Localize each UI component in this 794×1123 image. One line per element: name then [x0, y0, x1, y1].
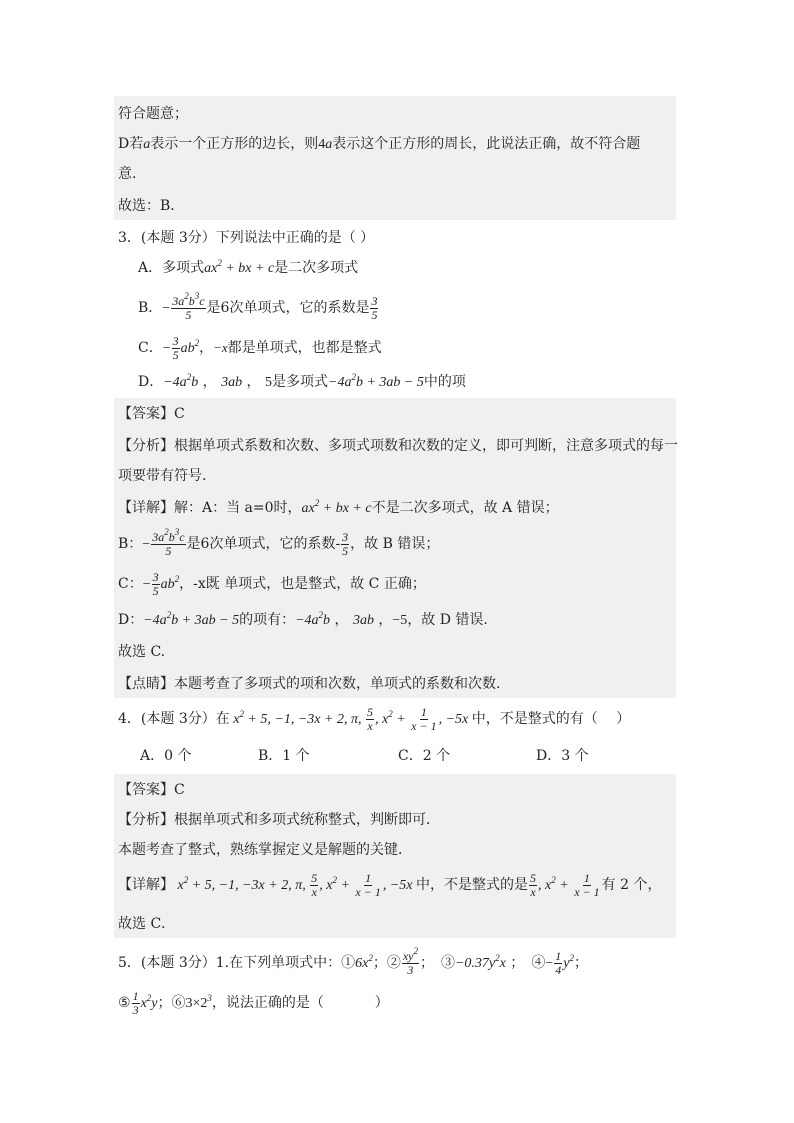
q3-analysis: 【分析】根据单项式系数和次数、多项式项数和次数的定义，即可判断，注意多项式的每一	[118, 438, 678, 454]
prev-answer-block	[114, 96, 676, 220]
q3-answer: 【答案】C	[118, 406, 185, 422]
q4-answer: 【答案】C	[118, 782, 185, 798]
q4-analysis: 【分析】根据单项式和多项式统称整式，判断即可．	[118, 812, 440, 828]
q3-stem: 3．(本题 3分）下列说法中正确的是（ ）	[118, 230, 375, 246]
q4-select: 故选 C．	[118, 916, 176, 932]
q3-option-c: C．− $\frac{3}{5}$ $ab^2$，−x都是单项式，也都是整式	[138, 333, 382, 362]
q3-analysis-2: 项要带有符号.	[118, 468, 207, 484]
prev-line-2: D若a表示一个正方形的边长，则4a表示这个正方形的周长，此说法正确，故不符合题	[118, 136, 641, 152]
q4-option-b: B．1 个	[258, 748, 310, 764]
q3-detail-c: C：− $\frac{3}{5}$ $ab^2$，-x既 单项式，也是整式，故 C 正确；	[118, 569, 426, 598]
q4-option-a: A．0 个	[140, 748, 192, 764]
prev-line-1: 符合题意；	[118, 106, 188, 122]
q3-select: 故选 C.	[118, 644, 166, 660]
q3-detail-b: B：− $\frac{3a^2b^3c}{5}$ 是6次单项式，它的系数- $\frac{3}{5}$ ，故 B 错误；	[118, 526, 440, 558]
q4-stem: 4．(本题 3分）在 $x^2 + 5$, −1, −3x + 2, π, $\frac{5}{x}$ , $x^2$ + $\frac{1}{x - 1}$ , −5x 中，不是整式的有（ ）	[118, 704, 631, 733]
q4-analysis-2: 本题考查了整式，熟练掌握定义是解题的关键．	[118, 842, 412, 858]
q3-option-a: A．多项式$ax^2$ + bx + c是二次多项式	[138, 258, 359, 276]
q4-options	[140, 746, 589, 766]
q3-option-b: B．− $\frac{3a^2b^3c}{5}$ 是6次单项式，它的系数是 $\frac{3}{5}$	[138, 290, 378, 322]
q4-detail: 【详解】 $x^2 + 5$, −1, −3x + 2, π, $\frac{5}{x}$ , $x^2$ + $\frac{1}{x - 1}$ , −5x 中，不是整式的是 $\frac{5}{x}$ , $x^2$ + $\frac{1}{x - 1}$ 有 2 个，	[118, 870, 662, 899]
q3-detail-d: D：$-4a^2b + 3ab - 5$的项有：$-4a^2b$ ， 3ab ，−5，故 D 错误.	[118, 610, 488, 628]
q3-option-d: D．$-4a^2b$ ， 3ab ， 5是多项式$-4a^2b + 3ab - 5$中的项	[138, 372, 466, 390]
q3-comment: 【点睛】本题考查了多项式的项和次数，单项式的系数和次数.	[118, 676, 501, 692]
prev-line-3: 意．	[118, 166, 146, 182]
q4-option-c: C．2 个	[398, 748, 451, 764]
q5-stem-2: ⑤ $\frac{1}{3}$ $x^2y$；$⑥3\times 2^3$，说法正确的是（ ）	[118, 988, 389, 1017]
q3-detail-a: 【详解】解：A：当 a=0时，$ax^2$ + bx + c不是二次多项式，故 A 错误；	[118, 498, 559, 516]
prev-line-4: 故选：B．	[118, 198, 185, 214]
q4-option-d: D．3 个	[536, 748, 589, 764]
q5-stem: 5．(本题 3分）1.在下列单项式中：$①6x^2$；② $\frac{xy^2}{3}$ ； $③-0.37y^2x$ ； ④− $\frac{1}{4}$ $y^2$；	[118, 945, 588, 977]
